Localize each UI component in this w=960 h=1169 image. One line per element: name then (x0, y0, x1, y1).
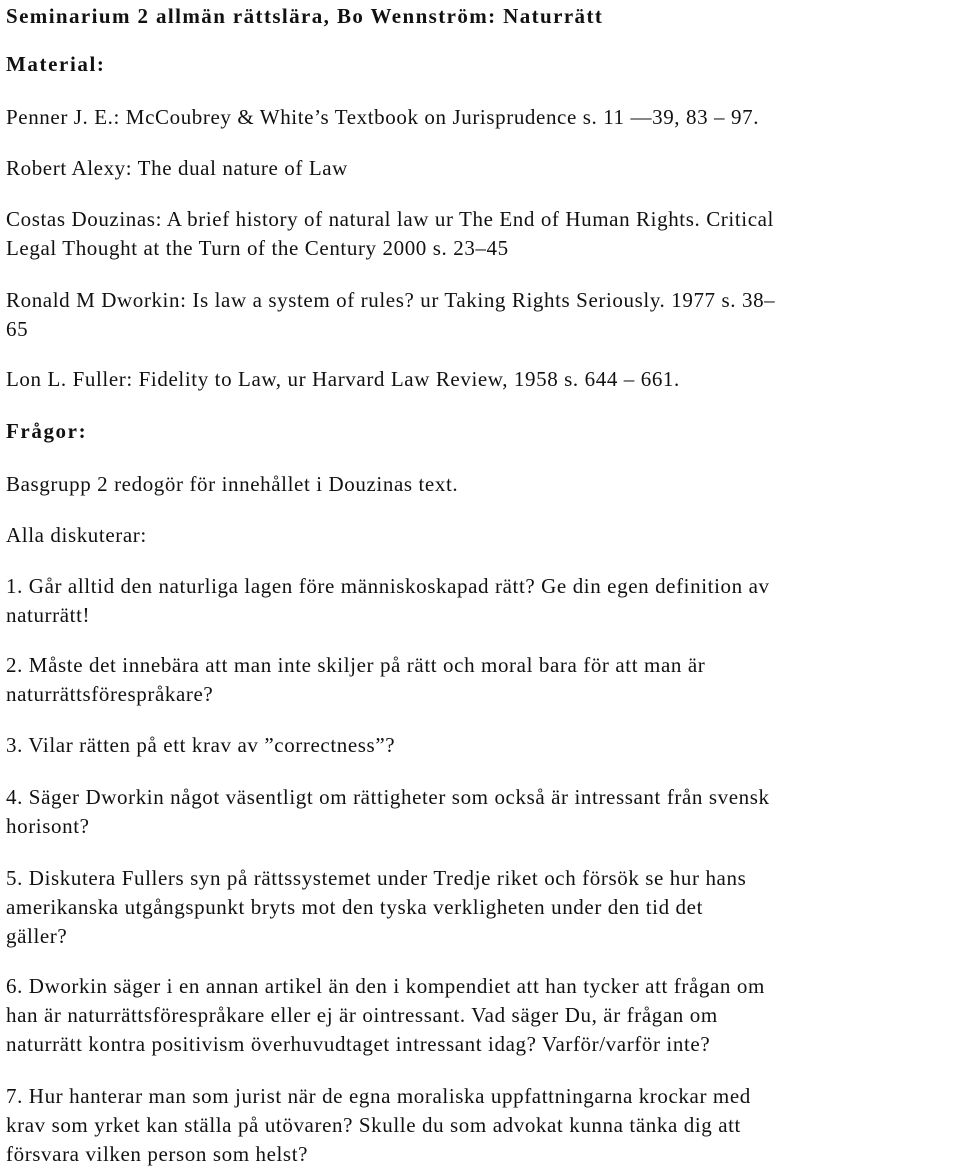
material-item-dworkin-line1: Ronald M Dworkin: Is law a system of rules? ur Taking Rights Seriously. 1977 s. 38– (6, 288, 776, 312)
question-4-line2: horisont? (6, 814, 90, 838)
question-1-line2: naturrätt! (6, 603, 91, 627)
intro-basgrupp: Basgrupp 2 redogör för innehållet i Douzinas text. (6, 472, 459, 496)
question-1-line1: 1. Går alltid den naturliga lagen före människoskapad rätt? Ge din egen definition av (6, 574, 770, 598)
question-7-line2: krav som yrket kan ställa på utövaren? Skulle du som advokat kunna tänka dig att (6, 1113, 741, 1137)
intro-alla-diskuterar: Alla diskuterar: (6, 523, 147, 547)
question-6-line2: han är naturrättsförespråkare eller ej är ointressant. Vad säger Du, är frågan om (6, 1003, 718, 1027)
question-5-line1: 5. Diskutera Fullers syn på rättssystemet under Tredje riket och försök se hur hans (6, 866, 747, 890)
question-2-line1: 2. Måste det innebära att man inte skiljer på rätt och moral bara för att man är (6, 653, 706, 677)
question-4-line1: 4. Säger Dworkin något väsentligt om rättigheter som också är intressant från svensk (6, 785, 770, 809)
question-3: 3. Vilar rätten på ett krav av ”correctness”? (6, 733, 396, 757)
material-item-douzinas-line2: Legal Thought at the Turn of the Century 2000 s. 23–45 (6, 236, 509, 260)
material-item-penner: Penner J. E.: McCoubrey & White’s Textbook on Jurisprudence s. 11 —39, 83 – 97. (6, 105, 760, 129)
material-item-fuller: Lon L. Fuller: Fidelity to Law, ur Harvard Law Review, 1958 s. 644 – 661. (6, 367, 680, 391)
question-6-line1: 6. Dworkin säger i en annan artikel än den i kompendiet att han tycker att frågan om (6, 974, 765, 998)
material-item-dworkin-line2: 65 (6, 317, 29, 341)
question-5-line2: amerikanska utgångspunkt bryts mot den tyska verkligheten under den tid det (6, 895, 704, 919)
questions-heading: Frågor: (6, 419, 88, 443)
material-heading: Material: (6, 52, 106, 76)
question-7-line3: försvara vilken person som helst? (6, 1142, 309, 1166)
document-title: Seminarium 2 allmän rättslära, Bo Wennström: Naturrätt (6, 4, 604, 28)
question-5-line3: gäller? (6, 924, 68, 948)
question-7-line1: 7. Hur hanterar man som jurist när de egna moraliska uppfattningarna krockar med (6, 1084, 751, 1108)
material-item-alexy: Robert Alexy: The dual nature of Law (6, 156, 348, 180)
material-item-douzinas-line1: Costas Douzinas: A brief history of natural law ur The End of Human Rights. Critical (6, 207, 774, 231)
question-2-line2: naturrättsförespråkare? (6, 682, 214, 706)
question-6-line3: naturrätt kontra positivism överhuvudtaget intressant idag? Varför/varför inte? (6, 1032, 711, 1056)
